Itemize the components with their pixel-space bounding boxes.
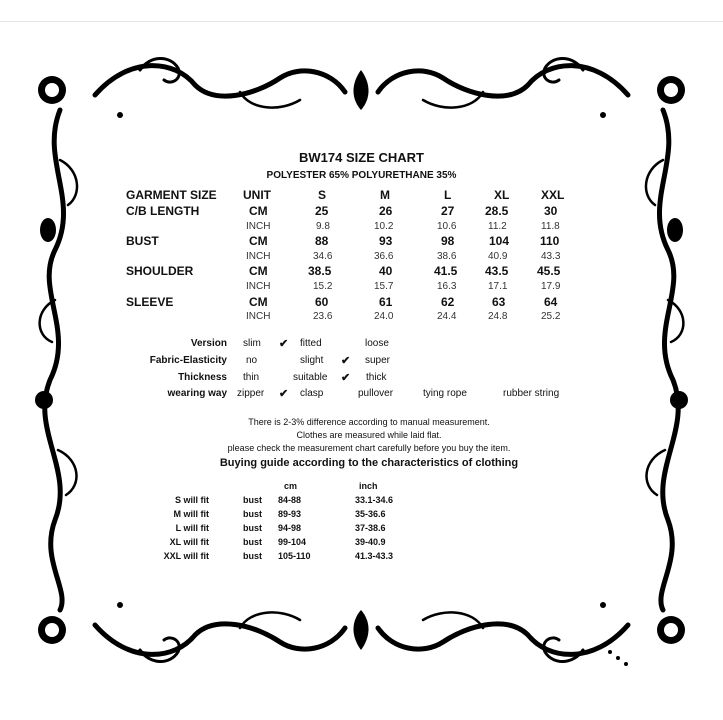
unit-cm: CM <box>249 264 268 278</box>
cell: 40 <box>379 264 393 278</box>
cell: 26 <box>379 204 393 218</box>
cell: 15.7 <box>374 281 394 292</box>
cell: 93 <box>379 234 393 248</box>
col-header-xl: XL <box>494 188 510 202</box>
row-label-bust: BUST <box>126 234 159 248</box>
cell: 104 <box>489 234 510 248</box>
cell: 34.6 <box>313 251 333 262</box>
guide-row-inch: 41.3-43.3 <box>355 551 394 561</box>
note-line: Clothes are measured while laid flat. <box>296 430 442 440</box>
option: loose <box>365 338 389 349</box>
row-label-sleeve: SLEEVE <box>126 295 174 309</box>
guide-row-cm: 94-98 <box>278 523 302 533</box>
guide-row-part: bust <box>243 551 262 561</box>
cell: 38.6 <box>437 251 457 262</box>
option: slight <box>300 355 324 366</box>
option: rubber string <box>503 388 560 399</box>
check-icon: ✔ <box>279 388 289 400</box>
characteristic-label-version: Version <box>190 338 227 349</box>
cell: 30 <box>544 204 558 218</box>
guide-row-inch: 37-38.6 <box>355 523 386 533</box>
col-header-l: L <box>444 188 452 202</box>
cell: 24.4 <box>437 311 457 322</box>
cell: 11.8 <box>541 221 560 232</box>
cell: 17.1 <box>488 281 508 292</box>
guide-row-cm: 84-88 <box>278 495 302 505</box>
option: slim <box>243 338 261 349</box>
cell: 61 <box>379 295 393 309</box>
cell: 41.5 <box>434 264 458 278</box>
cell: 15.2 <box>313 281 333 292</box>
option: super <box>365 355 391 366</box>
note-line: please check the measurement chart carefully before you buy the item. <box>227 443 511 453</box>
chart-title: BW174 SIZE CHART <box>299 150 424 165</box>
cell: 36.6 <box>374 251 394 262</box>
cell: 45.5 <box>537 264 561 278</box>
guide-col-cm: cm <box>284 481 298 491</box>
cell: 16.3 <box>437 281 457 292</box>
cell: 28.5 <box>485 204 509 218</box>
note-line: There is 2-3% difference according to manual measurement. <box>248 417 490 427</box>
cell: 11.2 <box>488 221 507 232</box>
col-header-s: S <box>318 188 327 202</box>
row-label-cb-length: C/B LENGTH <box>126 204 200 218</box>
cell: 24.8 <box>488 311 508 322</box>
check-icon: ✔ <box>279 338 289 350</box>
cell: 110 <box>540 234 560 248</box>
unit-cm: CM <box>249 295 268 309</box>
guide-row-label: S will fit <box>174 495 209 505</box>
characteristic-label-fabric-elasticity: Fabric-Elasticity <box>149 355 227 366</box>
guide-row-cm: 89-93 <box>278 509 302 519</box>
cell: 9.8 <box>316 221 330 232</box>
cell: 98 <box>441 234 455 248</box>
characteristic-label-wearing-way: wearing way <box>167 388 227 399</box>
cell: 25.2 <box>541 311 561 322</box>
check-icon: ✔ <box>341 372 351 384</box>
guide-row-label: L will fit <box>175 523 209 533</box>
guide-row-label: XXL will fit <box>163 551 209 561</box>
cell: 10.2 <box>374 221 394 232</box>
row-label-shoulder: SHOULDER <box>126 264 194 278</box>
guide-row-part: bust <box>243 523 262 533</box>
guide-row-cm: 105-110 <box>278 551 311 561</box>
cell: 23.6 <box>313 311 333 322</box>
guide-col-inch: inch <box>359 481 378 491</box>
guide-row-part: bust <box>243 495 262 505</box>
option: thin <box>243 372 260 383</box>
cell: 88 <box>315 234 329 248</box>
cell: 38.5 <box>308 264 332 278</box>
option: thick <box>366 372 387 383</box>
cell: 43.5 <box>485 264 509 278</box>
cell: 24.0 <box>374 311 394 322</box>
option: fitted <box>300 338 322 349</box>
cell: 62 <box>441 295 455 309</box>
option: suitable <box>293 372 328 383</box>
unit-cm: CM <box>249 204 268 218</box>
cell: 10.6 <box>437 221 457 232</box>
guide-row-inch: 35-36.6 <box>355 509 386 519</box>
guide-row-cm: 99-104 <box>278 537 307 547</box>
option: no <box>246 355 258 366</box>
option: clasp <box>300 388 324 399</box>
col-header-m: M <box>380 188 390 202</box>
col-header-xxl: XXL <box>541 188 565 202</box>
check-icon: ✔ <box>341 355 351 367</box>
buying-guide-title: Buying guide according to the characteristics of clothing <box>219 457 519 469</box>
cell: 63 <box>492 295 506 309</box>
guide-row-inch: 39-40.9 <box>355 537 386 547</box>
cell: 60 <box>315 295 329 309</box>
option: pullover <box>358 388 394 399</box>
option: tying rope <box>423 388 467 399</box>
unit-cm: CM <box>249 234 268 248</box>
characteristic-label-thickness: Thickness <box>178 372 227 383</box>
guide-row-part: bust <box>243 537 262 547</box>
cell: 17.9 <box>541 281 561 292</box>
cell: 27 <box>441 204 455 218</box>
unit-inch: INCH <box>246 281 271 292</box>
guide-row-inch: 33.1-34.6 <box>355 495 394 505</box>
cell: 40.9 <box>488 251 508 262</box>
cell: 25 <box>315 204 329 218</box>
guide-row-label: M will fit <box>173 509 209 519</box>
unit-inch: INCH <box>246 251 271 262</box>
unit-inch: INCH <box>246 311 271 322</box>
guide-row-label: XL will fit <box>169 537 209 547</box>
guide-row-part: bust <box>243 509 262 519</box>
material-line: POLYESTER 65% POLYURETHANE 35% <box>266 170 457 181</box>
cell: 64 <box>544 295 558 309</box>
cell: 43.3 <box>541 251 561 262</box>
unit-inch: INCH <box>246 221 271 232</box>
option: zipper <box>237 388 265 399</box>
col-header-unit: UNIT <box>243 188 271 202</box>
col-header-garment-size: GARMENT SIZE <box>126 188 217 202</box>
